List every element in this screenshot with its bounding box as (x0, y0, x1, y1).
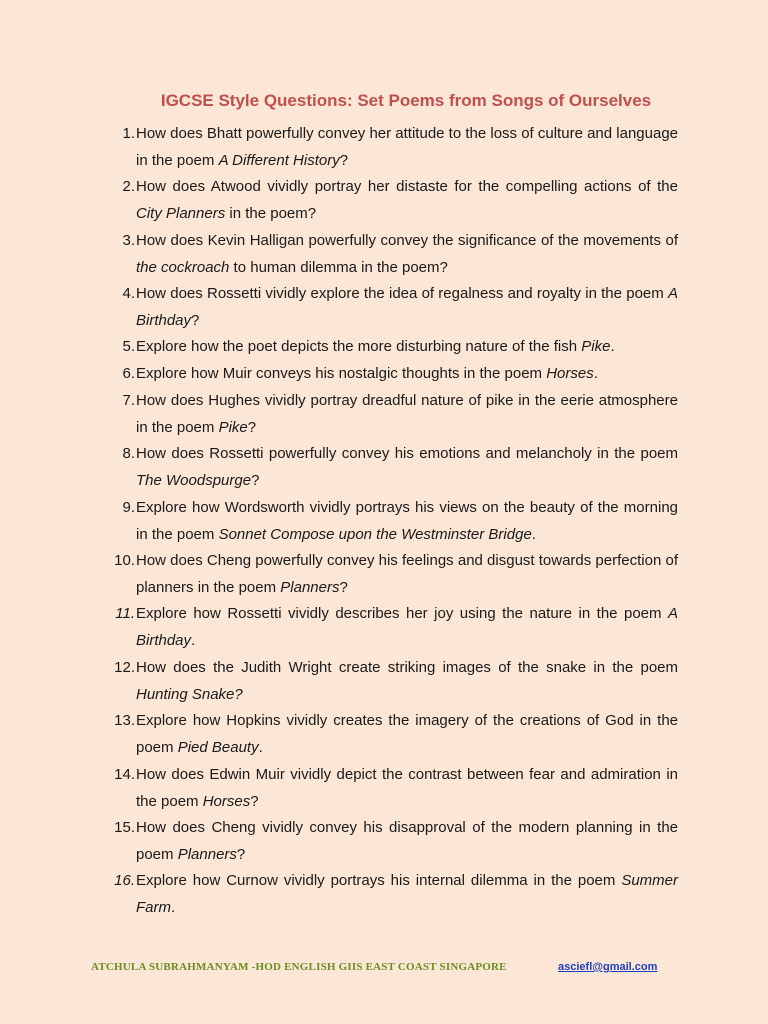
question-text (136, 495, 678, 549)
poem-title: Pike (218, 418, 248, 436)
question-text-segment: How does Rossetti vividly explore the idea of regalness and royalty in the poem (136, 285, 668, 302)
question-text-segment: ? (339, 151, 349, 169)
question-text-segment: How does Atwood vividly portray her distaste for the compelling actions of the (136, 178, 678, 195)
question-number: 6. (122, 365, 135, 382)
question-number: 3. (122, 232, 135, 249)
question-text (136, 548, 678, 602)
poem-title: A Birthday (136, 605, 678, 649)
question-number: 16. (114, 872, 135, 889)
question-text (136, 174, 678, 228)
question-text-segment: How does Edwin Muir vividly depict the contrast between fear and admiration in the poem (136, 766, 678, 810)
question-number: 9. (122, 499, 135, 516)
poem-title: the cockroach (136, 258, 230, 276)
poem-title: Sonnet Compose upon the Westminster Bridge (218, 525, 532, 543)
question-text-segment: ? (339, 578, 348, 596)
question-text-segment: How does Rossetti powerfully convey his emotions and melancholy in the poem (136, 445, 678, 462)
poem-title: Summer Farm (136, 872, 678, 916)
question-text (136, 868, 678, 922)
question-text (136, 388, 678, 442)
question-text-segment: . (610, 338, 615, 355)
poem-title: The Woodspurge (136, 471, 252, 489)
poem-title: Planners (280, 578, 340, 596)
question-number: 15. (114, 819, 135, 836)
footer (0, 961, 768, 981)
question-number: 14. (114, 766, 135, 783)
question-text-segment: Explore how Hopkins vividly creates the imagery of the creations of God in the poem (136, 712, 678, 756)
question-text (136, 708, 678, 762)
question-text (136, 361, 678, 388)
poem-title: Horses (546, 365, 594, 382)
question-text (136, 281, 678, 335)
question-text-segment: to human dilemma in the poem? (229, 258, 448, 276)
question-number: 2. (122, 178, 135, 195)
question-text-segment: Explore how Wordsworth vividly portrays his views on the beauty of the morning in the poem (136, 499, 678, 543)
question-text-segment: ? (236, 845, 246, 863)
poem-title: Pike (581, 338, 611, 355)
question-text-segment: . (531, 525, 536, 543)
question-text-segment: . (191, 631, 196, 649)
question-text-segment: ? (191, 311, 200, 329)
question-text (136, 121, 678, 175)
question-text (136, 441, 678, 495)
poem-title: Hunting Snake? (136, 685, 243, 703)
footer-email-link[interactable]: asciefl@gmail.com (558, 961, 658, 973)
question-text-segment: Explore how the poet depicts the more disturbing nature of the fish (136, 338, 582, 355)
question-text (136, 334, 678, 361)
question-number: 1. (122, 125, 135, 142)
question-text-segment: How does Bhatt powerfully convey her attitude to the loss of culture and language in the poem (136, 125, 678, 169)
question-text-segment: ? (250, 792, 259, 810)
question-text-segment: in the poem? (225, 204, 317, 222)
question-text-segment: Explore how Curnow vividly portrays his internal dilemma in the poem (136, 872, 622, 889)
question-text (136, 655, 678, 709)
question-text-segment: How does the Judith Wright create striking images of the snake in the poem (136, 659, 678, 676)
page-title: IGCSE Style Questions: Set Poems from Songs of Ourselves (160, 91, 652, 110)
question-text-segment: ? (251, 471, 260, 489)
question-text-segment: . (258, 738, 263, 756)
question-text-segment: . (593, 365, 598, 382)
poem-title: A Different History (218, 151, 340, 169)
question-text-segment: How does Hughes vividly portray dreadful nature of pike in the eerie atmosphere in the poem (136, 392, 678, 436)
question-text (136, 762, 678, 816)
question-text-segment: . (171, 898, 176, 916)
question-text-segment: Explore how Rossetti vividly describes her joy using the nature in the poem (136, 605, 668, 622)
question-number: 10. (114, 552, 135, 569)
question-number: 5. (122, 338, 135, 355)
question-number: 7. (122, 392, 135, 409)
question-text-segment: Explore how Muir conveys his nostalgic thoughts in the poem (136, 365, 547, 382)
poem-title: City Planners (136, 204, 226, 222)
question-number: 11. (115, 605, 135, 622)
footer-author: ATCHULA SUBRAHMANYAM -HOD ENGLISH GIIS EAST COAST SINGAPORE (91, 961, 507, 973)
question-text (136, 601, 678, 655)
question-text-segment: How does Cheng powerfully convey his feelings and disgust towards perfection of planners in the poem (136, 552, 678, 596)
poem-title: Pied Beauty (177, 738, 259, 756)
poem-title: A Birthday (136, 285, 678, 329)
question-number: 4. (122, 285, 135, 302)
question-number: 8. (122, 445, 135, 462)
poem-title: Horses (202, 792, 251, 810)
question-text-segment: How does Kevin Halligan powerfully convey the significance of the movements of (136, 232, 678, 249)
poem-title: Planners (177, 845, 237, 863)
question-text-segment: How does Cheng vividly convey his disapproval of the modern planning in the poem (136, 819, 678, 863)
question-text (136, 815, 678, 869)
question-number: 12. (114, 659, 135, 676)
question-text-segment: ? (247, 418, 257, 436)
question-text (136, 228, 678, 282)
question-number: 13. (114, 712, 135, 729)
